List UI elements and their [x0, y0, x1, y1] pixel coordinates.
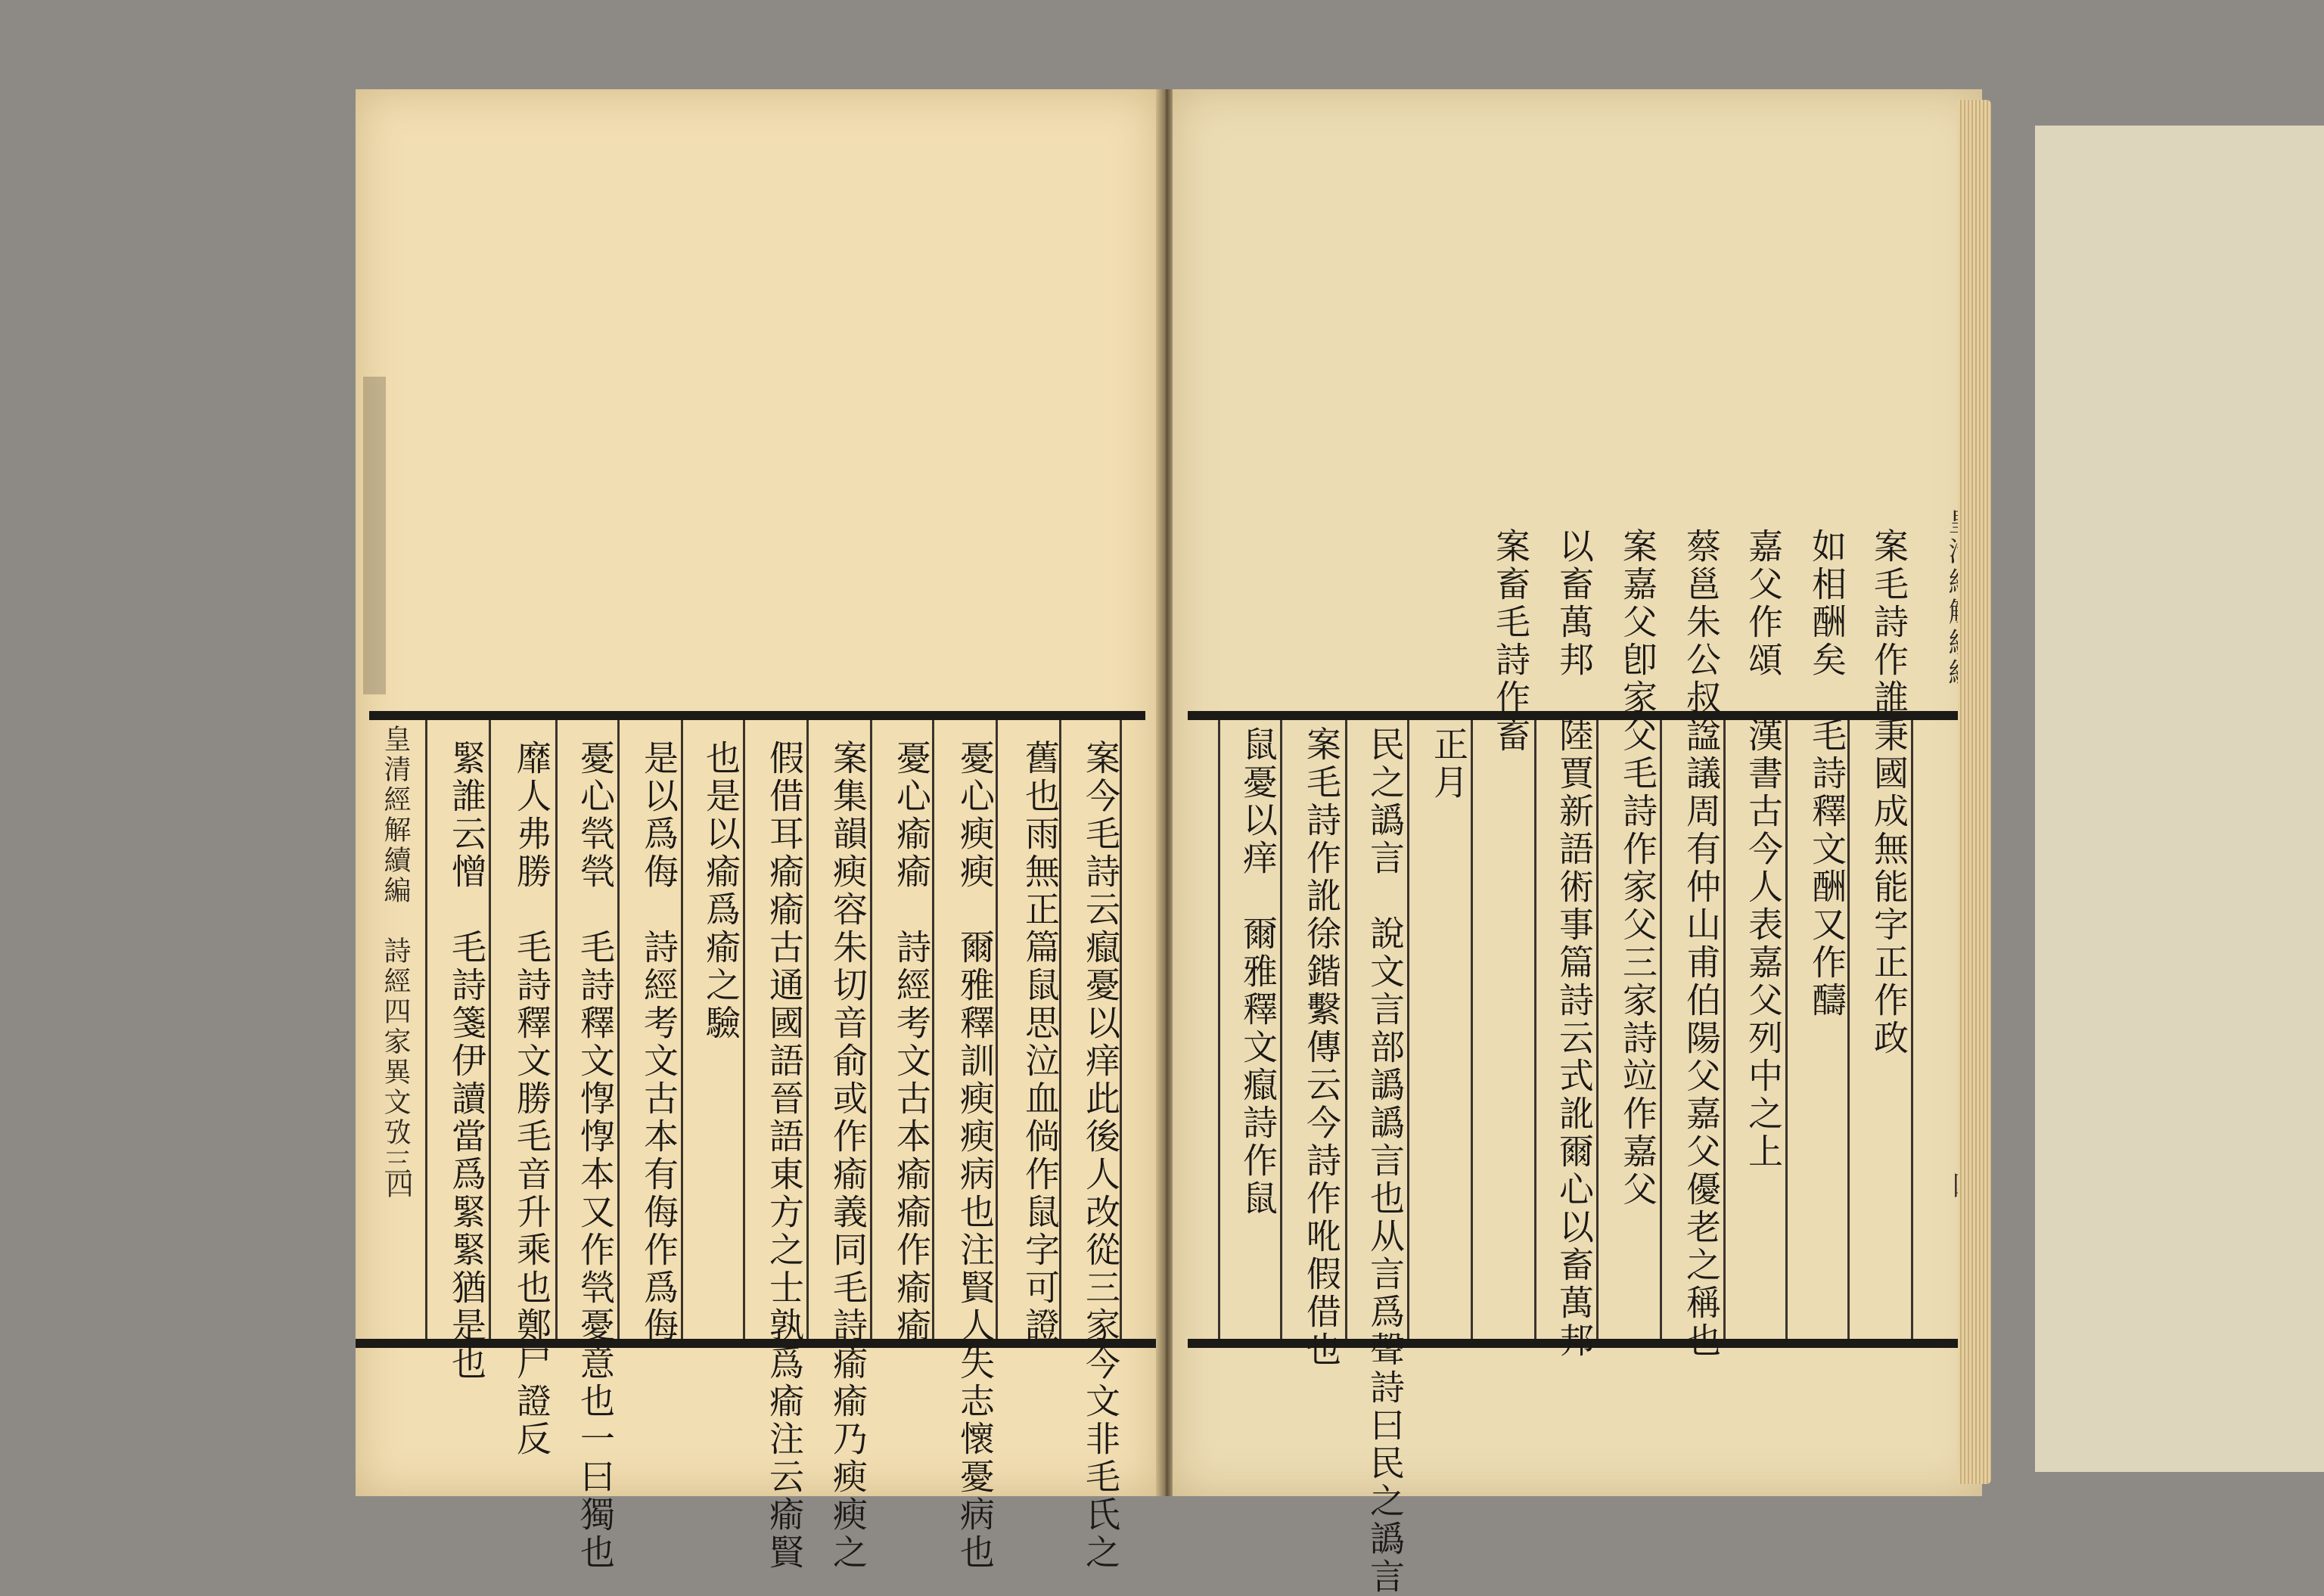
text-column: 以畜萬邦 陸賈新語術事篇詩云式訛爾心以畜萬邦: [1554, 528, 1595, 1360]
column-rule: [1280, 720, 1282, 1339]
column-rule: [1471, 720, 1473, 1339]
text-column: 案今毛詩云癙憂以痒此後人改從三家今文非毛氏之: [1080, 740, 1121, 1572]
page-number: 四: [382, 1171, 413, 1198]
column-rule: [996, 720, 998, 1339]
text-column: 舊也雨無正篇鼠思泣血倘作鼠字可證: [1020, 740, 1061, 1345]
column-rule: [681, 720, 683, 1339]
text-column: 案畜毛詩作畜: [1490, 528, 1531, 755]
column-rule: [1345, 720, 1347, 1339]
text-column: 鼠憂以痒 爾雅釋文癙詩作鼠: [1238, 726, 1279, 1218]
text-column: 案毛詩作誰秉國成無能字正作政: [1869, 528, 1909, 1057]
column-rule: [1660, 720, 1662, 1339]
margin-subtitle: 詩經四家異文攷三: [380, 936, 411, 1178]
text-column: 民之譌言 說文言部譌譌言也从言爲聲詩曰民之譌言: [1365, 726, 1406, 1596]
column-rule: [1407, 720, 1409, 1339]
column-rule: [1723, 720, 1726, 1339]
text-column: 憂心瘐瘐 爾雅釋訓瘐瘐病也注賢人失志懷憂病也: [955, 740, 996, 1572]
page-edges: [1958, 100, 1991, 1484]
column-rule: [743, 720, 745, 1339]
text-column: 案毛詩作訛徐鍇繫傳云今詩作吪假借也: [1301, 726, 1342, 1369]
column-rule: [1218, 720, 1220, 1339]
column-rule: [932, 720, 934, 1339]
column-rule: [1596, 720, 1599, 1339]
column-rule: [1911, 720, 1913, 1339]
text-column: 憂心煢煢 毛詩釋文惸惸本又作煢憂意也一曰獨也: [575, 740, 616, 1572]
text-column: 如相酬矣 毛詩釋文酬又作醻: [1807, 528, 1847, 1020]
column-rule: [489, 720, 491, 1339]
text-column: 靡人弗勝 毛詩釋文勝毛音升乘也鄭尸證反: [511, 740, 552, 1458]
text-column: 正月: [1428, 726, 1469, 802]
text-column: 憂心瘉瘉 詩經考文古本瘉瘉作瘉瘉: [891, 740, 932, 1345]
text-column: 嘉父作頌 漢書古今人表嘉父列中之上: [1743, 528, 1784, 1171]
margin-title: 皇清經解續編: [380, 725, 411, 906]
column-rule: [425, 720, 427, 1339]
paper-patch: [2035, 126, 2324, 1472]
column-rule: [555, 720, 558, 1339]
column-rule: [1847, 720, 1850, 1339]
top-rule: [369, 711, 1145, 720]
text-column: 案集韻瘐容朱切音俞或作瘉義同毛詩瘉瘉乃瘐瘐之: [828, 740, 868, 1572]
column-rule: [1534, 720, 1536, 1339]
text-column: 是以爲侮 詩經考文古本有侮作爲侮: [638, 740, 679, 1345]
text-column: 案嘉父卽家父毛詩作家父三家詩竝作嘉父: [1617, 528, 1658, 1209]
column-rule: [1785, 720, 1788, 1339]
text-column: 假借耳瘉瘉古通國語晉語東方之士孰爲瘉注云瘉賢: [764, 740, 805, 1572]
bleed-through: [363, 377, 386, 694]
text-column: 也是以瘉爲瘉之驗: [701, 740, 741, 1042]
left-page: [356, 89, 1159, 1572]
text-column: 蔡邕朱公叔諡議周有仲山甫伯陽父嘉父優老之稱也: [1681, 528, 1722, 1360]
column-rule: [617, 720, 620, 1339]
column-rule: [870, 720, 872, 1339]
open-book: [356, 89, 1982, 1596]
text-column: 緊誰云憎 毛詩箋伊讀當爲緊緊猶是也: [446, 740, 487, 1383]
right-page: [1173, 89, 1982, 1596]
column-rule: [806, 720, 809, 1339]
